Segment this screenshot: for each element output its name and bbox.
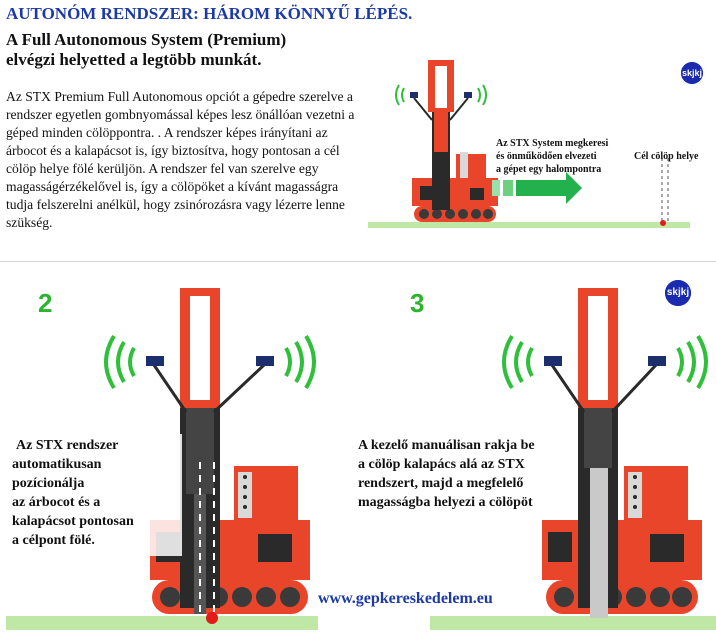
watermark-text: skjkj	[681, 62, 703, 84]
gnss-antenna-right	[464, 92, 472, 98]
target-point-icon	[206, 612, 218, 624]
gnss-antenna-left	[544, 356, 562, 366]
step-3-caption	[358, 436, 535, 512]
caption-line: magasságba helyezi a cölöpöt	[358, 495, 533, 510]
watermark-text: skjkj	[665, 280, 691, 306]
step-3-number: 3	[410, 288, 425, 318]
caption-line: a cölöp kalapács alá az STX	[358, 457, 525, 472]
steps-2-3-illustration	[0, 262, 716, 631]
caption-line: A kezelő manuálisan rakja be	[358, 438, 535, 453]
caption-line: Az STX rendszer	[16, 438, 119, 453]
ground-strip	[6, 616, 318, 630]
subtitle-line: A Full Autonomous System (Premium)	[6, 30, 287, 49]
target-point-icon	[660, 220, 666, 226]
subtitle	[6, 30, 346, 70]
website-link[interactable]: www.gepkereskedelem.eu	[318, 590, 493, 607]
caption-line: a célpont fölé.	[12, 533, 95, 548]
caption-line: kalapácsot pontosan	[12, 514, 134, 529]
step-2-number: 2	[38, 288, 53, 318]
page-title: AUTONÓM RENDSZER: HÁROM KÖNNYŰ LÉPÉS.	[6, 4, 413, 23]
caption-line: Az STX System megkeresi	[496, 138, 609, 149]
gnss-antenna-right	[256, 356, 274, 366]
caption-line: a gépet egy halompontra	[496, 164, 602, 175]
caption-line: és önműködően elvezeti	[496, 151, 597, 162]
caption-line: rendszert, majd a megfelelő	[358, 476, 524, 491]
caption-line: automatikusan	[12, 457, 102, 472]
gnss-antenna-left	[410, 92, 418, 98]
caption-line: az árbocot és a	[12, 495, 101, 510]
description-paragraph: Az STX Premium Full Autonomous opciót a gépedre szerelve a rendszer egyetlen gombnyomással képes lesz önállóan vezetni a géped minden cölöppontra. . A rendszer képes irányítani az árbocot és a kalapácsot is, így biztosítva, hogy pontosan a cél cölöp helye fölé kerüljön. A rendszer fel van szerelve egy magasságérzékelővel is, így a cölöpöket a kívánt magasságra tudja felszerelni anélkül, hogy zsinórozásra vagy lézerre lenne szükség.	[6, 89, 355, 230]
step-2-caption	[12, 436, 134, 550]
caption-line: pozícionálja	[12, 476, 85, 491]
ground-strip	[368, 222, 690, 228]
gnss-antenna-right	[648, 356, 666, 366]
subtitle-line: elvégzi helyetted a legtöbb munkát.	[6, 50, 262, 69]
step-1-illustration	[366, 40, 716, 260]
direction-arrow-icon	[492, 172, 582, 204]
step-1-caption	[496, 137, 608, 176]
target-label: Cél cölöp helye	[634, 151, 699, 162]
gnss-antenna-left	[146, 356, 164, 366]
pile	[590, 468, 608, 618]
